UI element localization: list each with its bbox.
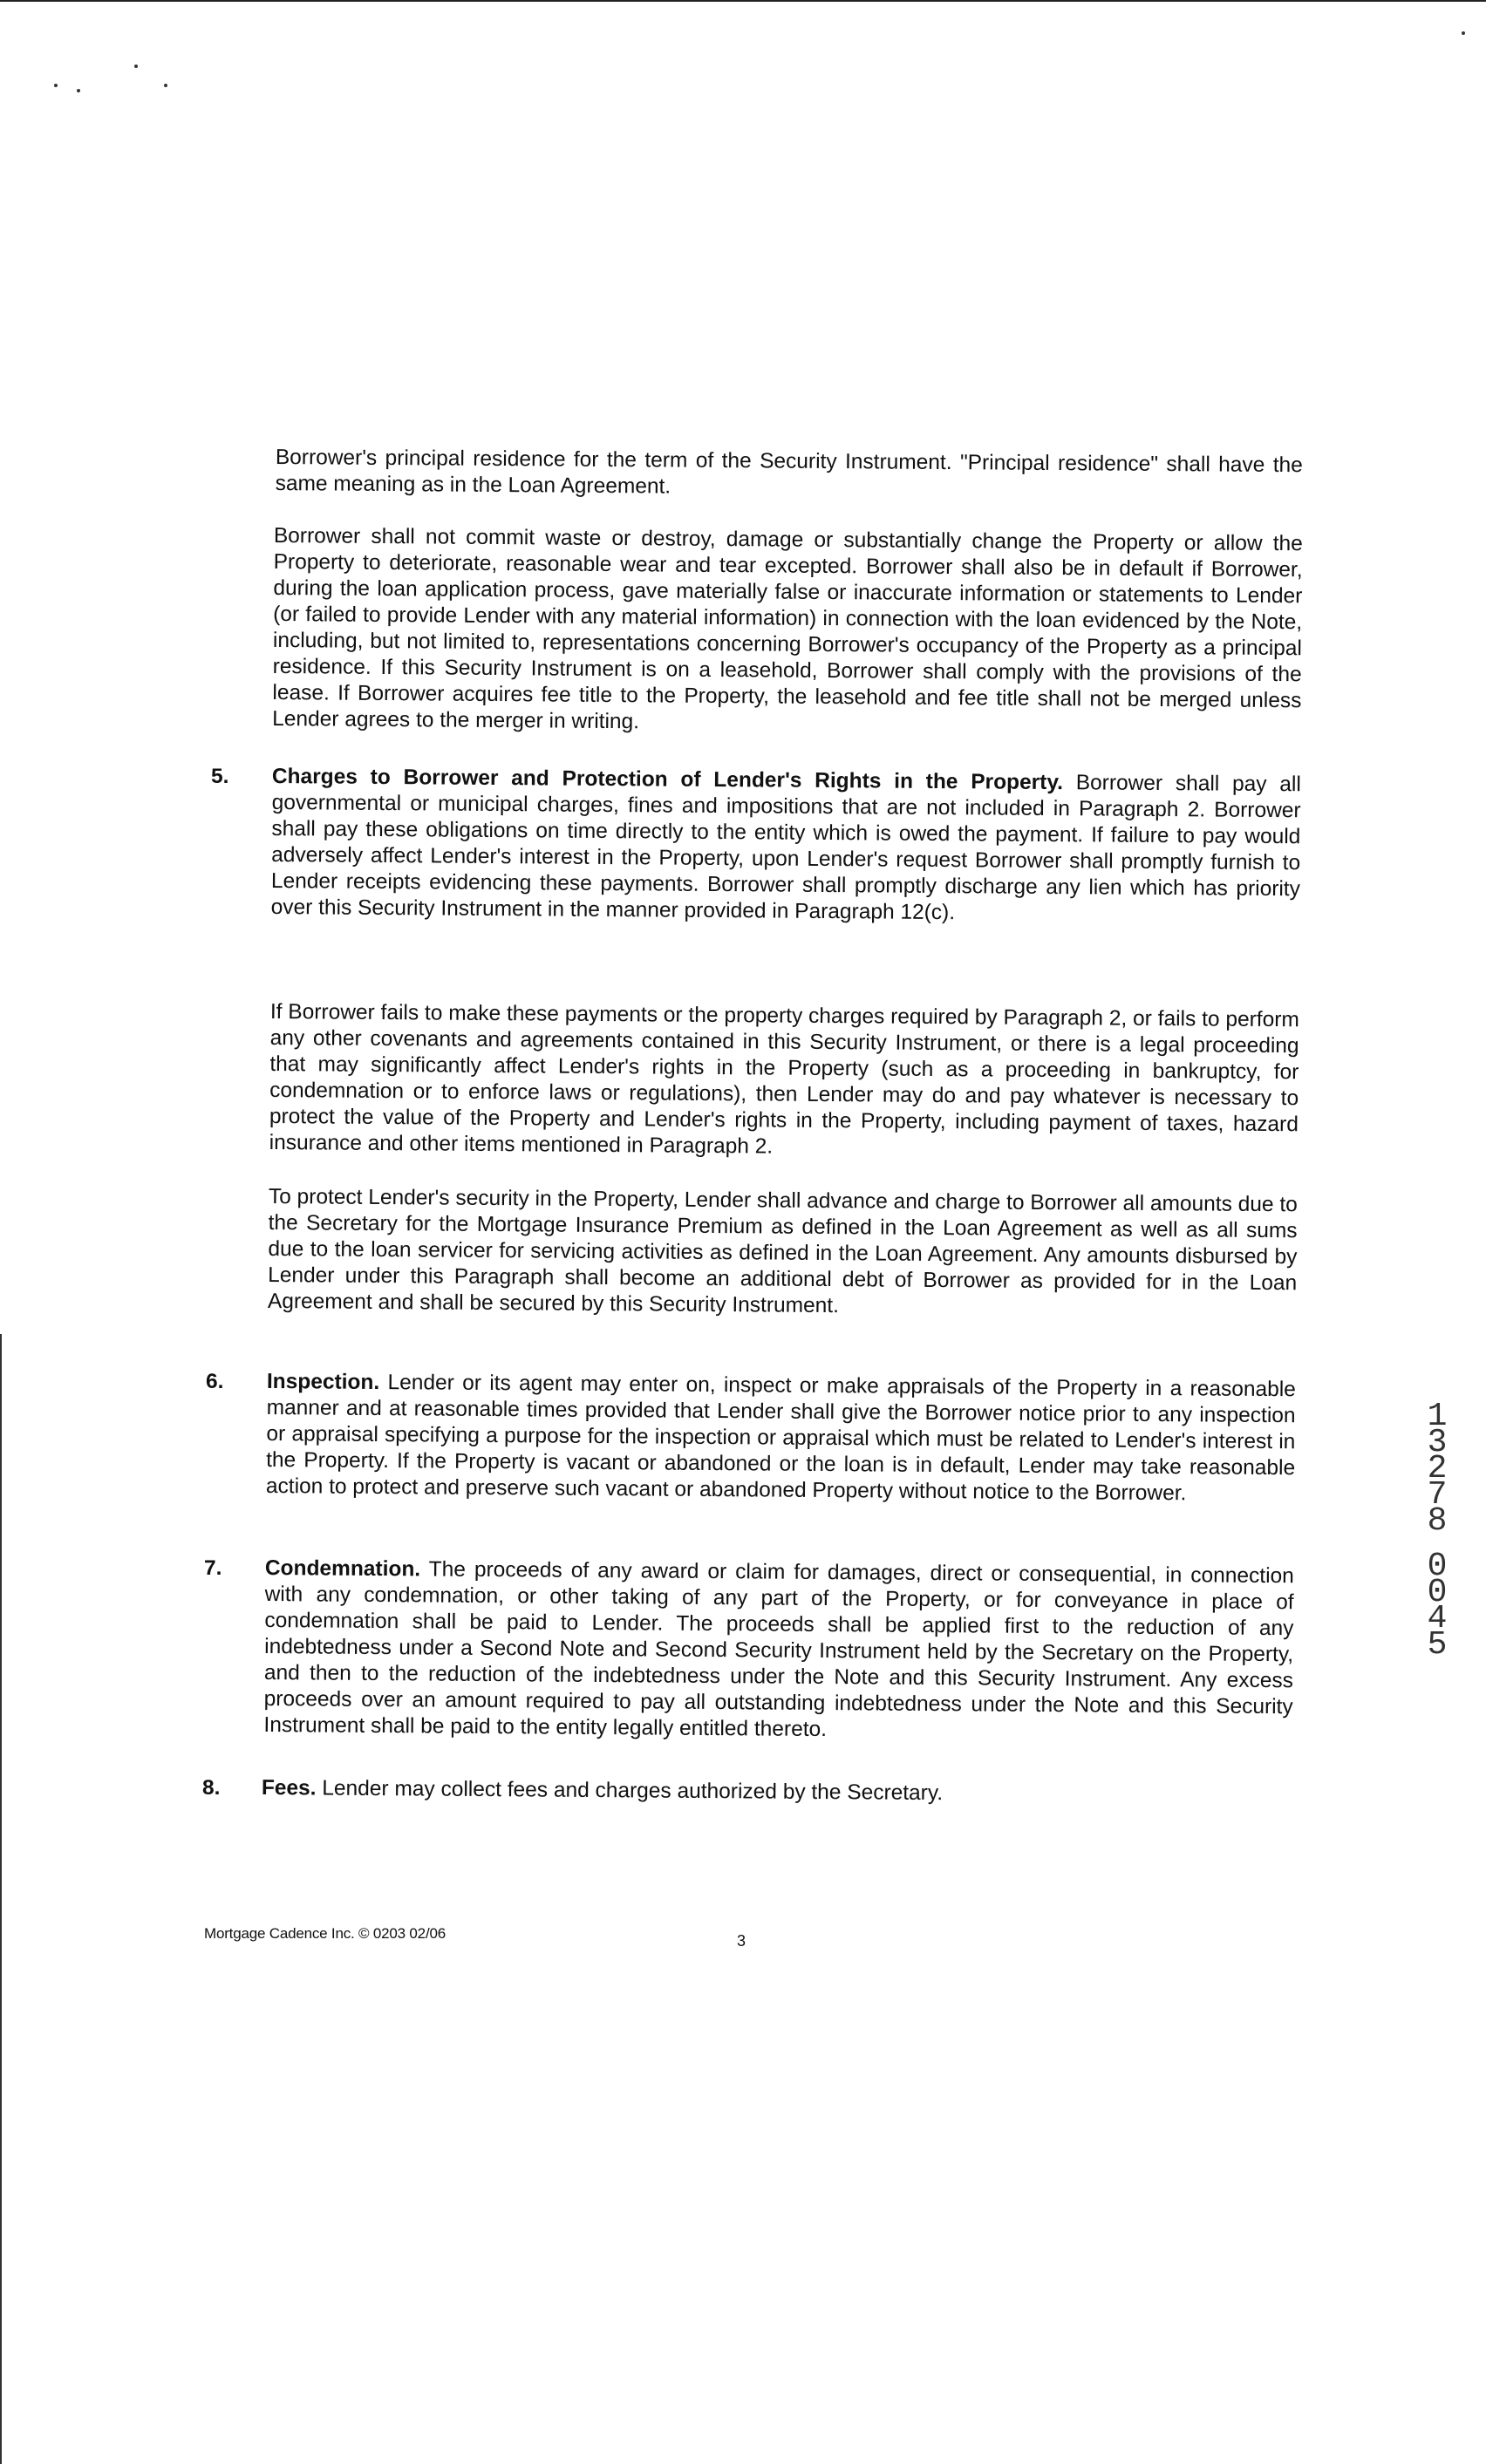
scan-speck (77, 89, 80, 92)
section-8-paragraph (262, 1775, 1291, 1809)
scan-speck (164, 84, 167, 87)
section-6-heading: Inspection. (266, 1370, 380, 1395)
section-7-number: 7. (204, 1556, 222, 1580)
scan-speck (1462, 31, 1465, 35)
section-5-body: Borrower shall pay all governmental or municipal charges, fines and impositions that are not included in Paragraph 2. Borrower shall pay these obligations on time directly to the entity which is owed the payment. If failure to pay would adversely affect Lender's interest in the Property, upon Lender's request Borrower shall promptly furnish to Lender receipts evidencing these payments. Borrower shall promptly discharge any lien which has priority over this Security Instrument in the manner provided in Paragraph 12(c). (270, 771, 1301, 925)
section-5-number: 5. (211, 765, 229, 788)
intro-paragraph-1: Borrower's principal residence for the term of the Security Instrument. "Principal residence" shall have the same meaning as in the Loan Agreement. (275, 445, 1303, 499)
page-number: 3 (737, 1932, 746, 1950)
section-6-body: Lender or its agent may enter on, inspect or make appraisals of the Property in a reasonable manner and at reasonable times provided that Lender shall give the Borrower notice prior to any inspection or appraisal specifying a purpose for the inspection or appraisal which must be related to Lender's interest in the Property. If the Property is vacant or abandoned or the loan is in default, Lender may take reasonable action to protect and preserve such vacant or abandoned Property without notice to the Borrower. (265, 1371, 1296, 1506)
section-8-number: 8. (202, 1776, 221, 1800)
section-5-paragraph (271, 764, 1301, 929)
scan-speck (54, 84, 58, 87)
section-5-paragraph-2: If Borrower fails to make these payments or the property charges required by Paragraph 2, or fails to perform any other covenants and agreements contained in this Security Instrument, or there is a legal proceeding that may significantly affect Lender's rights in the Property (such as a proceeding in bankruptcy, for condemnation or to enforce laws or regulations), then Lender may do and pay whatever is necessary to protect the value of the Property and Lender's rights in the Property, including payment of taxes, hazard insurance and other items mentioned in Paragraph 2. (269, 1000, 1299, 1159)
section-7-body: The proceeds of any award or claim for damages, direct or consequential, in connection with any condemnation, or other taking of any part of the Property, or for conveyance in place of condemnation shall be paid to Lender. The proceeds shall be applied first to the reduction of any indebtedness under a Second Note and Second Security Instrument held by the Secretary on the Property, and then to the reduction of the indebtedness under the Note and this Security Instrument. Any excess proceeds over an amount required to pay all outstanding indebtedness under the Note and this Security Instrument shall be paid to the entity legally entitled thereto. (263, 1557, 1294, 1742)
section-6-number: 6. (206, 1370, 224, 1393)
scan-top-edge (0, 0, 1486, 2)
section-8-heading: Fees. (261, 1776, 317, 1800)
section-8-body: Lender may collect fees and charges authorized by the Secretary. (316, 1776, 944, 1806)
footer-form-id: Mortgage Cadence Inc. © 0203 02/06 (204, 1925, 446, 1942)
section-5-heading: Charges to Borrower and Protection of Lender's Rights in the Property. (271, 764, 1064, 795)
scan-left-edge (0, 1334, 2, 2464)
scan-speck (134, 65, 138, 68)
recording-stamp-page: 0045 (1427, 1548, 1448, 1664)
section-6-paragraph (266, 1369, 1296, 1508)
section-7-paragraph (263, 1555, 1294, 1746)
intro-paragraph-2: Borrower shall not commit waste or destroy, damage or substantially change the Property or allow the Property to deteriorate, reasonable wear and tear excepted. Borrower shall also be in default if Borrower, during the loan application process, gave materially false or inaccurate information or statements to Lender (or failed to provide Lender with any material information) in connection with the loan evidenced by the Note, including, but not limited to, representations concerning Borrower's occupancy of the Property as a principal residence. If this Security Instrument is on a leasehold, Borrower shall comply with the provisions of the lease. If Borrower acquires fee title to the Property, the leasehold and fee title shall not be merged unless Lender agrees to the merger in writing. (272, 523, 1303, 734)
section-7-heading: Condemnation. (264, 1556, 421, 1582)
recording-stamp (1420, 1398, 1455, 1664)
section-5-paragraph-3: To protect Lender's security in the Property, Lender shall advance and charge to Borrower all amounts due to the Secretary for the Mortgage Insurance Premium as defined in the Loan Agreement as well as all sums due to the loan servicer for servicing activities as defined in the Loan Agreement. Any amounts disbursed by Lender under this Paragraph shall become an additional debt of Borrower as provided for in the Loan Agreement and shall be secured by this Security Instrument. (267, 1185, 1298, 1318)
recording-stamp-book: 13278 (1427, 1398, 1448, 1540)
